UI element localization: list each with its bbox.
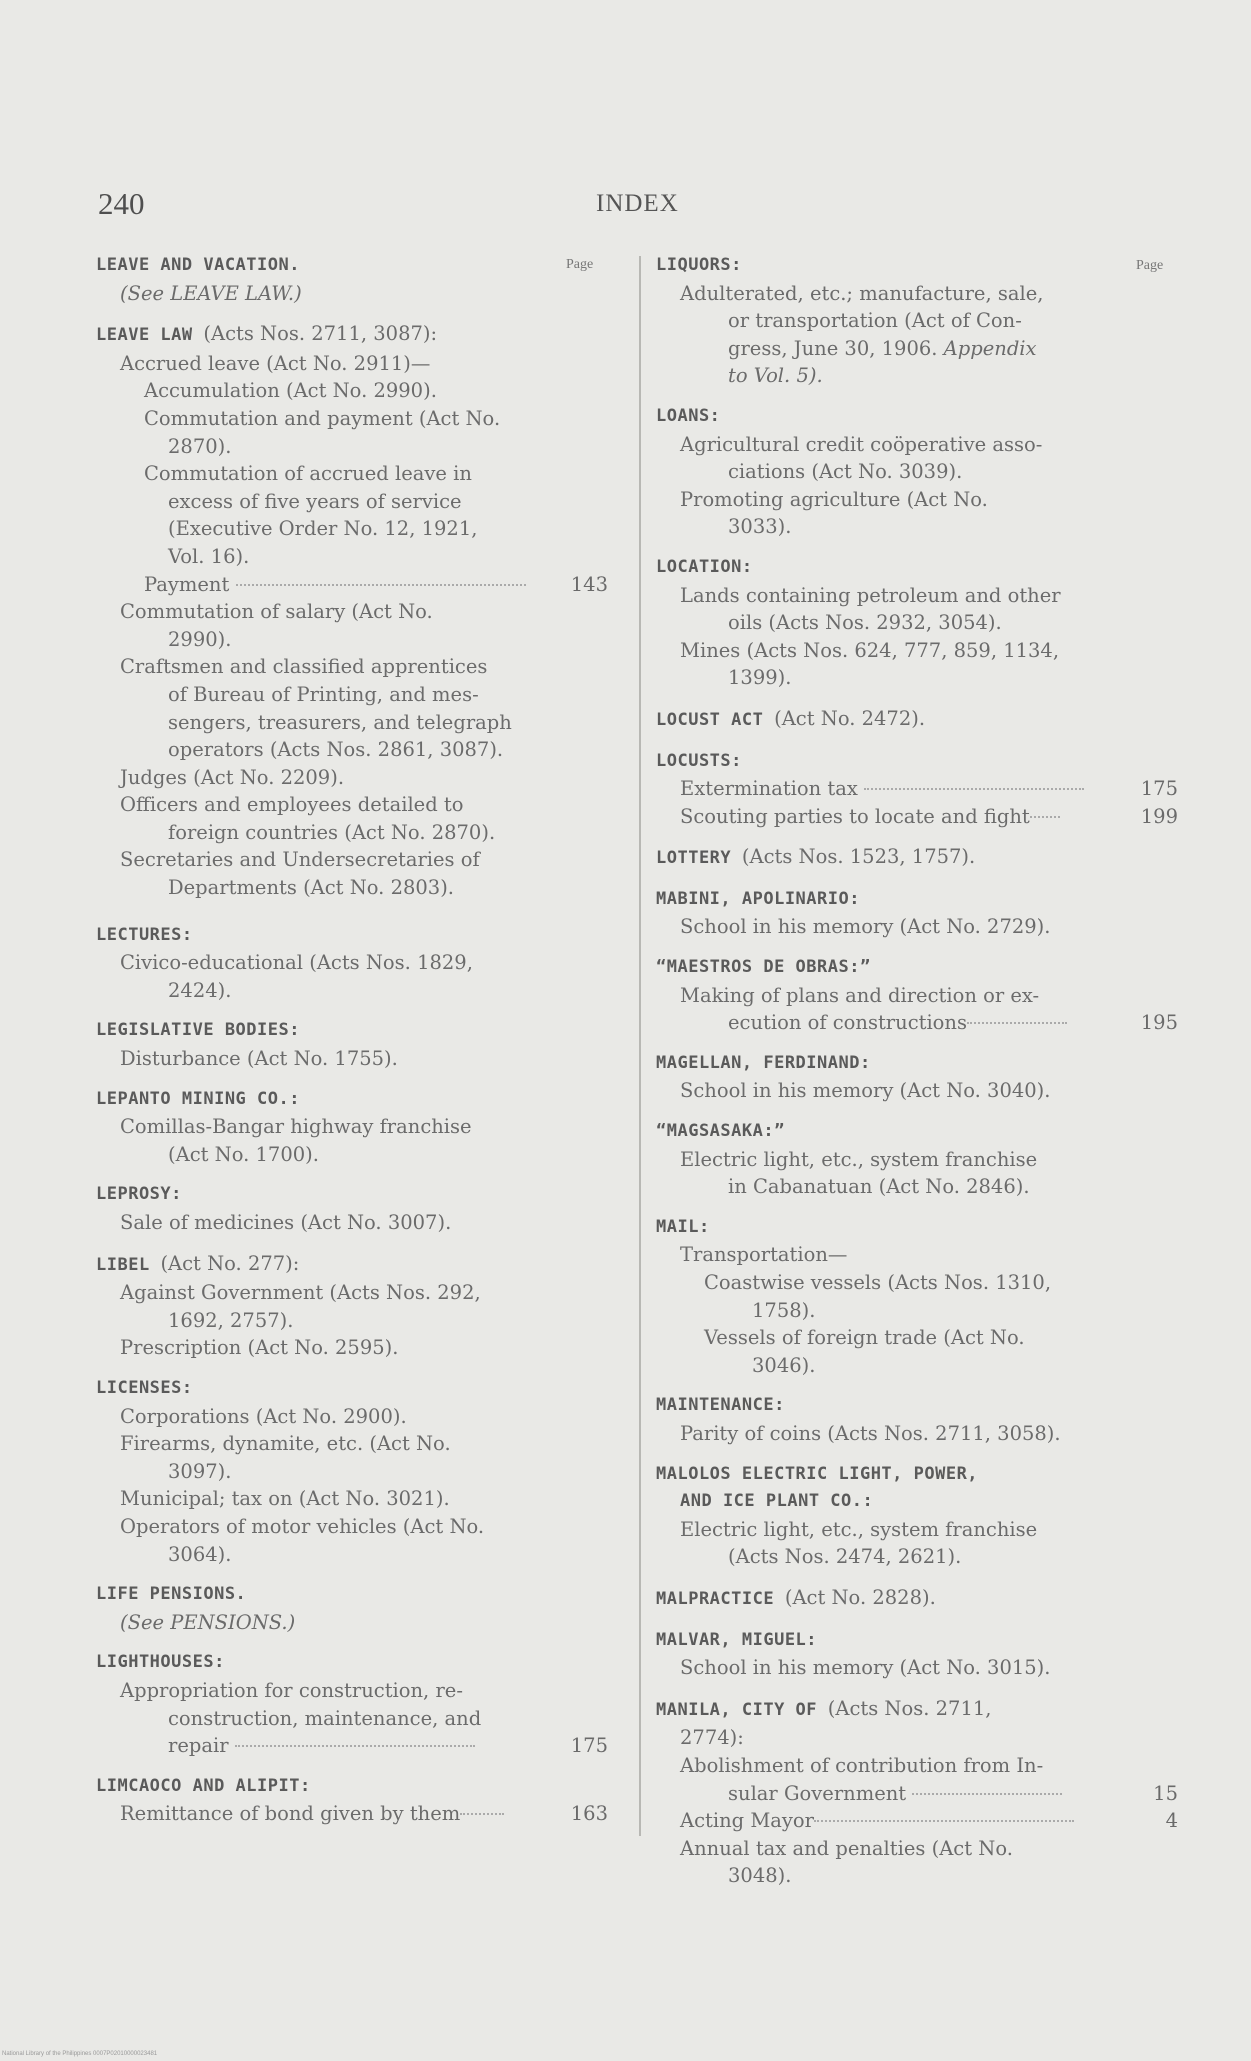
subentry-continued: (Acts Nos. 2474, 2621).: [728, 1545, 962, 1569]
index-entry: [96, 1581, 608, 1636]
subentry: Electric light, etc., system franchise: [680, 1147, 1038, 1171]
index-entry: [656, 1461, 1178, 1571]
subentry-continued: foreign countries (Act No. 2870).: [168, 820, 496, 844]
leader-dots: [814, 1820, 1074, 1822]
subentry: Civico-educational (Acts Nos. 1829,: [120, 951, 473, 975]
subentry: Parity of coins (Acts Nos. 2711, 3058).: [680, 1421, 1061, 1445]
right-page-column-label: Page: [1136, 258, 1164, 273]
subentry: Mines (Acts Nos. 624, 777, 859, 1134,: [680, 638, 1060, 662]
subentry-continued: Departments (Act No. 2803).: [168, 876, 455, 900]
heading-text: MANILA, CITY OF: [656, 1699, 818, 1720]
page-ref: 163: [570, 1802, 608, 1826]
index-entry: [656, 954, 1178, 1037]
subentry-continued: oils (Acts Nos. 2932, 3054).: [728, 611, 1002, 635]
index-entry: [96, 922, 608, 1005]
subentry: School in his memory (Act No. 3015).: [680, 1656, 1051, 1680]
entry-heading: LIGHTHOUSES:: [96, 1652, 225, 1673]
subentry-continued: (Act No. 1700).: [168, 1142, 319, 1166]
subentry: Secretaries and Undersecretaries of: [120, 848, 480, 872]
index-entry: [96, 1375, 608, 1568]
index-entry: [96, 1649, 608, 1759]
index-entry: [656, 748, 1178, 831]
subentry: [656, 803, 1178, 831]
subentry: Commutation and payment (Act No.: [144, 406, 501, 430]
entry-heading: [656, 1695, 1178, 1725]
leader-dots: [864, 788, 1084, 790]
subentry-continued: construction, maintenance, and: [168, 1706, 482, 1730]
entry-heading: [656, 705, 1178, 735]
index-entry: [96, 1181, 608, 1236]
leader-dots: [1030, 816, 1060, 818]
subentry-continued: 3046).: [752, 1353, 816, 1377]
subentry-text: ecution of constructions: [728, 1011, 967, 1035]
entry-heading: LEGISLATIVE BODIES:: [96, 1020, 300, 1041]
heading-text: LOCUST ACT: [656, 709, 764, 730]
index-entry: [96, 1773, 608, 1828]
subentry-continued: in Cabanatuan (Act No. 2846).: [728, 1175, 1030, 1199]
scan-footer: National Library of the Philippines 0007P02010000023481: [2, 2051, 158, 2057]
subentry-continued: 1399).: [728, 666, 792, 690]
index-entry: [656, 1584, 1178, 1614]
page-ref: 4: [1165, 1809, 1178, 1833]
entry-heading: LECTURES:: [96, 924, 193, 945]
subentry: Transportation—: [680, 1243, 848, 1267]
index-entry: [656, 1695, 1178, 1890]
leader-dots: [912, 1793, 1062, 1795]
subentry-continued: ciations (Act No. 3039).: [728, 460, 963, 484]
entry-heading: LOCUSTS:: [656, 750, 742, 771]
entry-heading: LIFE PENSIONS.: [96, 1584, 247, 1605]
subentry-continued: or transportation (Act of Con-: [728, 309, 1022, 333]
heading-rest: (Acts Nos. 2711, 3087):: [203, 322, 438, 346]
subentry-continued: sengers, treasurers, and telegraph: [168, 710, 512, 734]
subentry: Firearms, dynamite, etc. (Act No.: [120, 1432, 451, 1456]
heading-text: LEAVE LAW: [96, 325, 193, 346]
subentry: Comillas-Bangar highway franchise: [120, 1115, 472, 1139]
subentry: Commutation of accrued leave in: [144, 462, 472, 486]
subentry: Accumulation (Act No. 2990).: [144, 379, 437, 403]
entry-heading: MABINI, APOLINARIO:: [656, 888, 860, 909]
index-entry: [96, 1250, 608, 1362]
entry-heading: [656, 1584, 1178, 1614]
heading-rest: (Act No. 277):: [160, 1251, 300, 1275]
heading-continued: 2774):: [680, 1726, 744, 1750]
heading-text: LOTTERY: [656, 848, 732, 869]
subentry: [96, 1800, 608, 1828]
subentry: Appropriation for construction, re-: [120, 1678, 463, 1702]
subentry-continued: 3048).: [728, 1864, 792, 1888]
right-column: [656, 252, 1178, 1903]
subentry-continued: 2990).: [168, 627, 232, 651]
leader-dots: [236, 584, 526, 586]
index-entry: [656, 252, 1178, 390]
subentry: School in his memory (Act No. 2729).: [680, 915, 1051, 939]
subentry-continued: [96, 1732, 608, 1760]
cross-reference: (See LEAVE LAW.): [120, 281, 302, 305]
entry-heading: LICENSES:: [96, 1377, 193, 1398]
subentry: Vessels of foreign trade (Act No.: [704, 1326, 1025, 1350]
index-entry: [656, 1214, 1178, 1380]
heading-text: MALPRACTICE: [656, 1588, 775, 1609]
column-divider: [639, 256, 641, 1836]
subentry: Coastwise vessels (Acts Nos. 1310,: [704, 1271, 1052, 1294]
subentry-continued: 2424).: [168, 978, 232, 1002]
leader-dots: [967, 1022, 1067, 1024]
entry-heading: “MAGSASAKA:”: [656, 1121, 785, 1142]
entry-heading: MALVAR, MIGUEL:: [656, 1629, 818, 1650]
entry-heading-continued: AND ICE PLANT CO.:: [680, 1491, 874, 1512]
entry-heading: MALOLOS ELECTRIC LIGHT, POWER,: [656, 1463, 979, 1484]
subentry-continued: [656, 1780, 1178, 1808]
subentry: Operators of motor vehicles (Act No.: [120, 1514, 485, 1538]
heading-rest: (Act No. 2828).: [784, 1585, 936, 1609]
subentry: [96, 571, 608, 599]
subentry-continued: excess of five years of service: [168, 489, 462, 513]
subentry-continued: of Bureau of Printing, and mes-: [168, 682, 479, 706]
subentry: Disturbance (Act No. 1755).: [120, 1047, 398, 1071]
subentry: Officers and employees detailed to: [120, 793, 464, 817]
index-entry: [656, 554, 1178, 692]
subentry-continued: 2870).: [168, 434, 232, 458]
index-entry: [96, 320, 608, 901]
subentry-text: Scouting parties to locate and fight: [680, 804, 1030, 828]
subentry-text: sular Government: [728, 1781, 907, 1805]
subentry: Corporations (Act No. 2900).: [120, 1404, 407, 1428]
subentry: Agricultural credit coöperative asso-: [680, 432, 1043, 456]
index-entry: [656, 1392, 1178, 1447]
subentry: Making of plans and direction or ex-: [680, 983, 1040, 1007]
page-ref: 175: [570, 1734, 608, 1758]
subentry: Electric light, etc., system franchise: [680, 1517, 1038, 1541]
subentry-continued: 3033).: [728, 515, 792, 539]
running-head: INDEX: [596, 190, 679, 217]
heading-rest: (Act No. 2472).: [774, 706, 926, 730]
page-ref: 195: [1140, 1011, 1178, 1035]
subentry: Against Government (Acts Nos. 292,: [120, 1281, 481, 1305]
entry-heading: [656, 843, 1178, 873]
heading-rest: (Acts Nos. 2711,: [827, 1696, 992, 1720]
subentry-continued: to Vol. 5).: [728, 364, 823, 388]
entry-heading: LIMCAOCO AND ALIPIT:: [96, 1775, 311, 1796]
entry-heading: [96, 320, 608, 350]
subentry-continued: 1692, 2757).: [168, 1308, 294, 1332]
left-column: [96, 252, 608, 1841]
page-ref: 199: [1140, 804, 1178, 828]
heading-text: LIBEL: [96, 1254, 150, 1275]
left-page-column-label: Page: [566, 257, 594, 272]
subentry: Judges (Act No. 2209).: [120, 765, 345, 789]
leader-dots: [235, 1745, 475, 1747]
subentry: Abolishment of contribution from In-: [680, 1753, 1044, 1777]
subentry: Lands containing petroleum and other: [680, 583, 1061, 607]
entry-heading: LIQUORS:: [656, 255, 742, 275]
subentry-continued: [656, 335, 1178, 363]
index-entry: [656, 1627, 1178, 1682]
subentry-continued: operators (Acts Nos. 2861, 3087).: [168, 738, 504, 762]
subentry: Adulterated, etc.; manufacture, sale,: [680, 281, 1044, 305]
heading-rest: (Acts Nos. 1523, 1757).: [741, 845, 976, 869]
page-ref: 15: [1153, 1781, 1178, 1805]
subentry-text: gress, June 30, 1906.: [728, 336, 938, 360]
entry-heading: LEPANTO MINING CO.:: [96, 1088, 300, 1109]
subentry-text: repair: [168, 1734, 229, 1758]
subentry-italic: Appendix: [943, 336, 1037, 360]
entry-heading: LEPROSY:: [96, 1184, 182, 1205]
index-entry: [656, 886, 1178, 941]
index-entry: [656, 843, 1178, 873]
subentry-text: Remittance of bond given by them: [120, 1802, 461, 1826]
subentry-text: Acting Mayor: [680, 1809, 814, 1833]
subentry-text: Payment: [144, 572, 230, 596]
subentry: Municipal; tax on (Act No. 3021).: [120, 1487, 450, 1511]
subentry-text: Extermination tax: [680, 777, 858, 801]
entry-heading: LOANS:: [656, 405, 721, 426]
entry-heading: MAIL:: [656, 1216, 710, 1237]
cross-reference: (See PENSIONS.): [120, 1610, 296, 1634]
page-ref: 175: [1140, 777, 1178, 801]
index-entry: [656, 1050, 1178, 1105]
index-entry: [96, 1017, 608, 1072]
subentry: Accrued leave (Act No. 2911)—: [120, 351, 431, 375]
entry-heading: LEAVE AND VACATION.: [96, 255, 300, 275]
entry-heading: [96, 1250, 608, 1280]
subentry-continued: 1758).: [752, 1298, 816, 1322]
subentry-continued: [656, 1009, 1178, 1037]
entry-heading: MAGELLAN, FERDINAND:: [656, 1052, 871, 1073]
subentry-continued: 3097).: [168, 1459, 232, 1483]
subentry: School in his memory (Act No. 3040).: [680, 1079, 1051, 1103]
leader-dots: [460, 1813, 504, 1815]
entry-heading: “MAESTROS DE OBRAS:”: [656, 957, 871, 978]
index-entry: [96, 1086, 608, 1169]
page-number: 240: [98, 186, 145, 221]
subentry-continued: 3064).: [168, 1542, 232, 1566]
subentry: Sale of medicines (Act No. 3007).: [120, 1211, 452, 1234]
subentry: Craftsmen and classified apprentices: [120, 655, 488, 679]
subentry-continued: Vol. 16).: [168, 544, 250, 568]
page-ref: 143: [570, 572, 608, 596]
subentry: Annual tax and penalties (Act No.: [680, 1836, 1013, 1860]
index-entry: [656, 705, 1178, 735]
subentry: [656, 1807, 1178, 1835]
index-entry: [656, 403, 1178, 541]
subentry: Prescription (Act No. 2595).: [120, 1336, 399, 1360]
entry-heading: LOCATION:: [656, 556, 753, 577]
subentry: [656, 775, 1178, 803]
subentry: Promoting agriculture (Act No.: [680, 487, 988, 511]
index-entry: [656, 1118, 1178, 1201]
subentry: Commutation of salary (Act No.: [120, 600, 433, 624]
subentry-continued: (Executive Order No. 12, 1921,: [168, 517, 478, 541]
index-entry: [96, 252, 608, 307]
entry-heading: MAINTENANCE:: [656, 1395, 785, 1416]
